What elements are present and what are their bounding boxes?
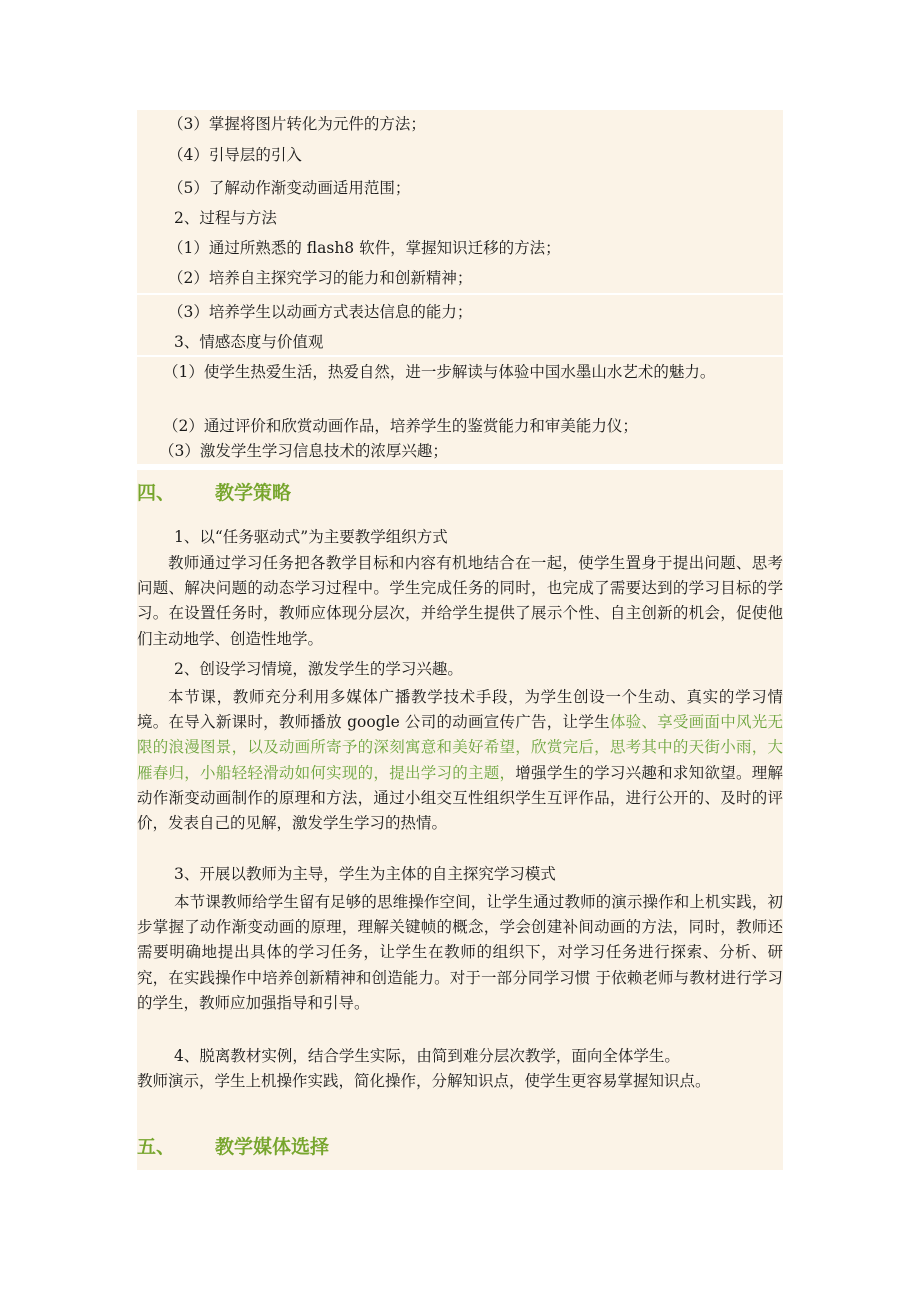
emotion-heading: 3、情感态度与价值观 — [174, 333, 324, 351]
section-five-number: 五、 — [137, 1136, 176, 1158]
objectives-block — [137, 110, 783, 464]
knowledge-item-5: （5）了解动作渐变动画适用范围； — [168, 179, 411, 197]
strategy-3-body: 本节课教师给学生留有足够的思维操作空间，让学生通过教师的演示操作和上机实践，初步掌握了动作渐变动画的原理，理解关键帧的概念，学会创建补间动画的方法，同时，教师还需要明确地提出具体的学习任务，让学生在教师的组织下，对学习任务进行探索、分析、研究，在实践操作中培养创新精神和创造能力。对于一部分同学习惯 于依赖老师与教材进行学习的学生，教师应加强指导和引导。 — [137, 893, 783, 1012]
emotion-item-2: （2）通过评价和欣赏动画作品，培养学生的鉴赏能力和审美能力仪； — [163, 417, 638, 435]
strategy-2-body-text-end: 增强学生的学习兴趣和求知欲望。理解动作渐变动画制作的原理和方法，通过小组交互性组织学生互评作品，进行公开的、及时的评价，发表自己的见解，激发学生学习的热情。 — [137, 763, 783, 833]
strategy-1-body: 教师通过学习任务把各教学目标和内容有机地结合在一起，使学生置身于提出问题、思考问题、解决问题的动态学习过程中。学生完成任务的同时，也完成了需要达到的学习目标的学习。在设置任务时，教师应体现分层次，并给学生提供了展示个性、自主创新的机会，促使他们主动地学、创造性地学。 — [137, 554, 783, 648]
section-five-title: 教学媒体选择 — [215, 1136, 330, 1158]
strategy-2-body — [137, 685, 783, 836]
emotion-item-1: （1）使学生热爱生活，热爱自然，进一步解读与体验中国水墨山水艺术的魅力。 — [163, 363, 716, 381]
strategy-4-body: 教师演示，学生上机操作实践，简化操作，分解知识点，使学生更容易掌握知识点。 — [137, 1072, 711, 1090]
process-heading: 2、过程与方法 — [174, 209, 277, 227]
section-four-heading — [137, 478, 291, 508]
section-five-heading — [137, 1132, 329, 1162]
knowledge-item-4: （4）引导层的引入 — [168, 146, 302, 164]
process-item-2: （2）培养自主探究学习的能力和创新精神； — [168, 269, 473, 287]
emotion-item-3: （3）激发学生学习信息技术的浓厚兴趣； — [159, 442, 448, 460]
strategy-3-heading: 3、开展以教师为主导，学生为主体的自主探究学习模式 — [174, 865, 556, 883]
section-four-number: 四、 — [137, 482, 176, 504]
strategy-2-heading: 2、创设学习情境，激发学生的学习兴趣。 — [174, 660, 463, 678]
section-four — [137, 470, 783, 1170]
strategy-4-heading: 4、脱离教材实例，结合学生实际，由简到难分层次教学，面向全体学生。 — [174, 1047, 680, 1065]
process-item-1: （1）通过所熟悉的 flash8 软件，掌握知识迁移的方法； — [168, 239, 561, 257]
strategy-2-highlight: 体验、享受画面中风光无限的浪漫图景，以及动画所寄予的深刻寓意和美好希望，欣赏完后，思考其中的天街小雨，大雁春归，小船轻轻滑动如何实现的，提出学习的主题， — [137, 713, 783, 782]
knowledge-item-3: （3）掌握将图片转化为元件的方法； — [168, 115, 426, 133]
row-divider — [137, 355, 783, 357]
process-item-3: （3）培养学生以动画方式表达信息的能力； — [168, 303, 473, 321]
row-divider — [137, 293, 783, 295]
strategy-2-body-text: 本节课，教师充分利用多媒体广播教学技术手段，为学生创设一个生动、真实的学习情境。在导入新课时，教师播放 google 公司的动画宣传广告，让学生 — [137, 688, 783, 732]
section-four-title: 教学策略 — [215, 482, 292, 504]
strategy-1-heading: 1、以“任务驱动式”为主要教学组织方式 — [174, 528, 448, 546]
